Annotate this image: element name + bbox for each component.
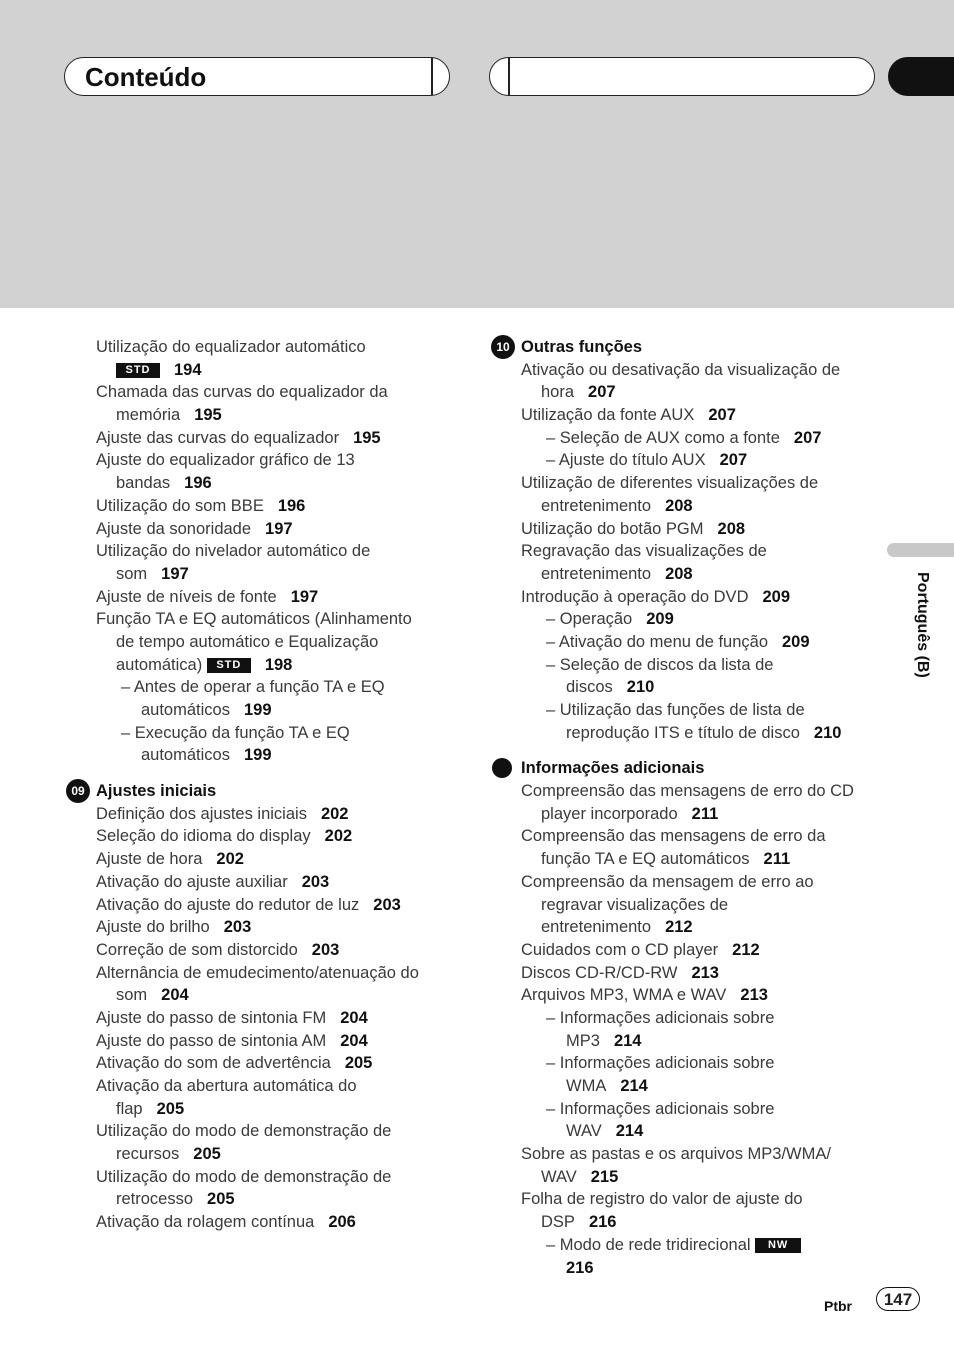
toc-entry [96, 939, 466, 962]
toc-subentry [521, 631, 881, 654]
toc-subentry [521, 427, 881, 450]
toc-text: automáticos [141, 746, 230, 765]
toc-text: Utilização do equalizador automático [96, 338, 366, 356]
page-ref[interactable]: 197 [161, 564, 189, 583]
page-ref[interactable]: 210 [626, 678, 655, 697]
toc-text: Ajuste da sonoridade [96, 519, 252, 538]
page-ref[interactable]: 204 [340, 1008, 368, 1027]
toc-text: – Informações adicionais sobre [546, 1099, 775, 1118]
page-ref[interactable]: 197 [265, 519, 293, 538]
toc-entry [521, 1188, 881, 1211]
toc-text: WAV [541, 1167, 577, 1186]
toc-text: regravar visualizações de [541, 895, 729, 914]
toc-text: Função TA e EQ automáticos (Alinhamento [96, 610, 412, 629]
toc-entry [521, 1211, 881, 1234]
page-ref[interactable]: 207 [588, 383, 616, 402]
toc-text: Utilização do som BBE [96, 496, 264, 515]
page-ref[interactable]: 215 [590, 1167, 619, 1186]
toc-text: DSP [541, 1213, 575, 1232]
toc-entry [96, 1166, 466, 1189]
page-ref[interactable]: 203 [373, 895, 401, 914]
page-ref[interactable]: 203 [311, 940, 340, 959]
page-ref[interactable]: 203 [223, 918, 252, 937]
chapter-number-icon: 10 [491, 335, 515, 359]
page-ref[interactable]: 212 [732, 940, 760, 959]
language-side-label: Português (B) [914, 572, 931, 678]
page-ref[interactable]: 213 [691, 963, 719, 982]
toc-entry [521, 381, 881, 404]
toc-entry [96, 1120, 466, 1143]
toc-text: – Operação [546, 610, 633, 629]
toc-subentry [521, 1120, 881, 1143]
page-ref[interactable]: 213 [740, 986, 768, 1005]
toc-text: Ajuste do passo de sintonia FM [96, 1008, 327, 1027]
toc-subentry [521, 1030, 881, 1053]
toc-entry [96, 586, 466, 609]
chapter-title: Ajustes iniciais [96, 782, 217, 801]
toc-entry [521, 962, 881, 985]
title-box [64, 57, 450, 96]
toc-subentry [521, 699, 881, 722]
page-ref[interactable]: 206 [328, 1213, 356, 1232]
page-ref[interactable]: 214 [613, 1031, 642, 1050]
page-ref[interactable]: 198 [264, 655, 293, 674]
toc-text: – Execução da função TA e EQ [121, 723, 350, 742]
toc-entry [521, 586, 881, 609]
chapter-tab [888, 57, 954, 96]
toc-text: Utilização do modo de demonstração de [96, 1122, 392, 1141]
page-ref[interactable]: 208 [717, 519, 746, 538]
toc-entry [96, 336, 466, 359]
toc-subentry [521, 1007, 881, 1030]
toc-entry [96, 540, 466, 563]
toc-subentry [521, 1257, 881, 1280]
toc-text: som [116, 564, 148, 583]
toc-entry [96, 608, 466, 631]
page-ref[interactable]: 195 [194, 406, 222, 425]
toc-subentry [521, 1075, 881, 1098]
toc-text: som [116, 986, 148, 1005]
nw-badge: NW [755, 1238, 801, 1253]
toc-text: Utilização do botão PGM [521, 519, 704, 538]
toc-entry [96, 518, 466, 541]
toc-entry [521, 495, 881, 518]
page-ref[interactable]: 209 [646, 610, 674, 629]
std-badge: STD [207, 658, 251, 673]
page-ref[interactable]: 208 [665, 496, 693, 515]
toc-entry [96, 563, 466, 586]
toc-text: Ajuste do equalizador gráfico de 13 [96, 451, 355, 470]
toc-subentry [521, 1098, 881, 1121]
toc-entry [96, 1052, 466, 1075]
empty-box-divider [508, 58, 510, 95]
page-ref[interactable]: 202 [324, 827, 353, 846]
toc-text: entretenimento [541, 496, 652, 515]
page-ref[interactable]: 209 [782, 632, 810, 651]
page-ref[interactable]: 204 [161, 986, 189, 1005]
toc-subentry [521, 676, 881, 699]
toc-entry [521, 359, 881, 382]
toc-text: Ajuste de hora [96, 850, 203, 869]
toc-text: Folha de registro do valor de ajuste do [521, 1190, 803, 1209]
toc-text: – Informações adicionais sobre [546, 1008, 775, 1027]
toc-entry [521, 1143, 881, 1166]
toc-text: Utilização do nivelador automático de [96, 542, 371, 561]
toc-entry [96, 848, 466, 871]
page-ref[interactable]: 209 [762, 587, 791, 606]
toc-text: automáticos [141, 701, 230, 719]
chapter-heading-11[interactable] [521, 757, 881, 780]
toc-subentry [96, 676, 466, 699]
page-ref[interactable]: 196 [184, 474, 212, 493]
toc-entry [521, 825, 881, 848]
page-ref[interactable]: 202 [320, 804, 349, 823]
toc-entry [96, 427, 466, 450]
toc-entry [521, 404, 881, 427]
toc-entry [521, 803, 881, 826]
toc-text: Ativação do ajuste auxiliar [96, 872, 288, 891]
toc-text: Arquivos MP3, WMA e WAV [521, 986, 727, 1005]
page-ref[interactable]: 205 [207, 1190, 235, 1209]
toc-text: memória [116, 406, 181, 425]
toc-text: Compreensão da mensagem de erro ao [521, 872, 814, 891]
toc-text: – Antes de operar a função TA e EQ [121, 678, 385, 697]
toc-text: Ajuste de níveis de fonte [96, 587, 277, 606]
page-ref[interactable]: 211 [763, 850, 791, 869]
toc-entry [96, 449, 466, 472]
toc-subentry [96, 699, 466, 722]
toc-entry [521, 894, 881, 917]
toc-entry [96, 631, 466, 654]
chapter-title: Outras funções [521, 338, 643, 356]
page-ref[interactable]: 204 [340, 1031, 368, 1050]
chapter-title: Informações adicionais [521, 759, 705, 778]
page-ref[interactable]: 208 [665, 564, 693, 583]
toc-text: bandas [116, 474, 171, 493]
toc-text: Alternância de emudecimento/atenuação do [96, 963, 419, 982]
toc-entry [521, 871, 881, 894]
page-ref[interactable]: 207 [719, 451, 748, 470]
toc-entry [96, 825, 466, 848]
toc-text: Ativação do ajuste do redutor de luz [96, 895, 360, 914]
toc-text: Ajuste do brilho [96, 918, 210, 937]
toc-subentry [521, 1234, 881, 1257]
chapter-dot-icon [492, 758, 512, 778]
page-ref[interactable]: 214 [620, 1077, 648, 1095]
toc-entry [96, 984, 466, 1007]
toc-text: entretenimento [541, 564, 652, 583]
toc-text: Ajuste do passo de sintonia AM [96, 1031, 327, 1050]
header-empty-box [489, 57, 875, 96]
toc-text: Discos CD-R/CD-RW [521, 963, 678, 982]
toc-text: Ativação do som de advertência [96, 1054, 331, 1073]
toc-text: Utilização da fonte AUX [521, 406, 695, 425]
toc-text: reprodução ITS e título de disco [566, 723, 800, 742]
toc-text: recursos [116, 1145, 180, 1164]
toc-entry [96, 495, 466, 518]
page-ref[interactable]: 205 [344, 1054, 373, 1073]
page-ref[interactable]: 196 [277, 496, 306, 515]
page-ref[interactable]: 199 [243, 701, 272, 719]
toc-entry [96, 871, 466, 894]
language-side-tab [887, 543, 954, 557]
toc-text: Introdução à operação do DVD [521, 587, 749, 606]
toc-entry [521, 563, 881, 586]
chapter-heading-09[interactable] [71, 780, 466, 803]
page-ref[interactable]: 203 [301, 872, 330, 891]
toc-entry [96, 1007, 466, 1030]
toc-text: Ativação da rolagem contínua [96, 1213, 315, 1232]
toc-subentry [96, 722, 466, 745]
toc-subentry [521, 654, 881, 677]
toc-entry [521, 1166, 881, 1189]
toc-text: Ativação ou desativação da visualização de [521, 360, 841, 379]
toc-text: Chamada das curvas do equalizador da [96, 383, 388, 402]
toc-text: Correção de som distorcido [96, 940, 298, 959]
toc-subentry [521, 722, 881, 745]
toc-left-column [71, 336, 466, 1234]
page-ref[interactable]: 214 [615, 1122, 644, 1141]
toc-text: Ajuste das curvas do equalizador [96, 428, 340, 447]
toc-text: retrocesso [116, 1190, 194, 1209]
page-ref[interactable]: 216 [588, 1213, 617, 1232]
toc-entry [96, 404, 466, 427]
toc-entry [96, 359, 466, 382]
toc-text: – Ativação do menu de função [546, 632, 768, 651]
page-ref[interactable]: 197 [290, 587, 319, 606]
toc-text: hora [541, 383, 575, 402]
toc-entry [96, 1075, 466, 1098]
page-ref[interactable]: 195 [353, 428, 381, 447]
page-ref[interactable]: 207 [708, 406, 736, 425]
toc-text: Seleção do idioma do display [96, 827, 311, 846]
toc-entry [96, 894, 466, 917]
toc-text: Compreensão das mensagens de erro do CD [521, 782, 854, 801]
toc-entry [96, 1143, 466, 1166]
page-ref[interactable]: 205 [156, 1099, 185, 1118]
toc-entry [521, 540, 881, 563]
toc-right-column [496, 336, 881, 1279]
toc-text: flap [116, 1099, 143, 1118]
toc-entry [96, 472, 466, 495]
toc-text: função TA e EQ automáticos [541, 850, 750, 869]
toc-text: entretenimento [541, 918, 652, 937]
toc-text: discos [566, 678, 613, 697]
toc-text: Sobre as pastas e os arquivos MP3/WMA/ [521, 1145, 831, 1164]
toc-entry [521, 916, 881, 939]
toc-text: – Informações adicionais sobre [546, 1054, 775, 1073]
toc-text: automática) [116, 655, 203, 674]
toc-entry [521, 518, 881, 541]
toc-text: de tempo automático e Equalização [116, 632, 379, 651]
toc-entry [96, 654, 466, 677]
toc-text: Cuidados com o CD player [521, 940, 719, 959]
page-ref[interactable]: 194 [174, 360, 202, 379]
page-ref[interactable]: 207 [793, 428, 822, 447]
page-number: 147 [876, 1287, 920, 1311]
header-band [0, 0, 954, 308]
toc-entry [96, 962, 466, 985]
toc-entry [96, 1098, 466, 1121]
toc-entry [96, 1030, 466, 1053]
chapter-heading-10[interactable] [496, 336, 881, 359]
toc-entry [521, 472, 881, 495]
toc-text: Definição dos ajustes iniciais [96, 804, 307, 823]
toc-text: Compreensão das mensagens de erro da [521, 827, 826, 846]
std-badge: STD [116, 363, 160, 378]
page-title: Conteúdo [85, 62, 207, 92]
page-ref[interactable]: 202 [216, 850, 244, 869]
toc-text: player incorporado [541, 804, 678, 823]
toc-text: WAV [566, 1122, 602, 1141]
toc-entry [521, 848, 881, 871]
toc-text: – Modo de rede tridirecional [546, 1235, 751, 1254]
chapter-number-icon: 09 [66, 779, 90, 803]
toc-entry [521, 984, 881, 1007]
title-box-divider [431, 58, 433, 95]
toc-text: – Seleção de discos da lista de [546, 655, 774, 674]
page-ref[interactable]: 199 [243, 746, 272, 765]
toc-text: WMA [566, 1077, 607, 1095]
toc-text: Ativação da abertura automática do [96, 1077, 357, 1095]
toc-text: – Utilização das funções de lista de [546, 701, 805, 719]
toc-entry [96, 803, 466, 826]
toc-entry [96, 1188, 466, 1211]
page-ref[interactable]: 211 [691, 804, 719, 823]
toc-text: – Seleção de AUX como a fonte [546, 428, 780, 447]
toc-text: Utilização do modo de demonstração de [96, 1167, 392, 1186]
toc-entry [521, 780, 881, 803]
toc-entry [96, 1211, 466, 1234]
toc-entry [96, 381, 466, 404]
toc-subentry [521, 608, 881, 631]
page-ref[interactable]: 205 [193, 1145, 221, 1164]
page-ref[interactable]: 210 [813, 723, 842, 742]
toc-text: MP3 [566, 1031, 600, 1050]
page-ref[interactable]: 216 [566, 1258, 594, 1277]
toc-text: Utilização de diferentes visualizações de [521, 474, 819, 493]
footer-language: Ptbr [824, 1298, 852, 1314]
toc-subentry [521, 449, 881, 472]
toc-text: Regravação das visualizações de [521, 542, 767, 561]
toc-entry [96, 916, 466, 939]
toc-entry [521, 939, 881, 962]
toc-subentry [96, 744, 466, 767]
page-ref[interactable]: 212 [665, 918, 693, 937]
toc-subentry [521, 1052, 881, 1075]
toc-text: – Ajuste do título AUX [546, 451, 706, 470]
